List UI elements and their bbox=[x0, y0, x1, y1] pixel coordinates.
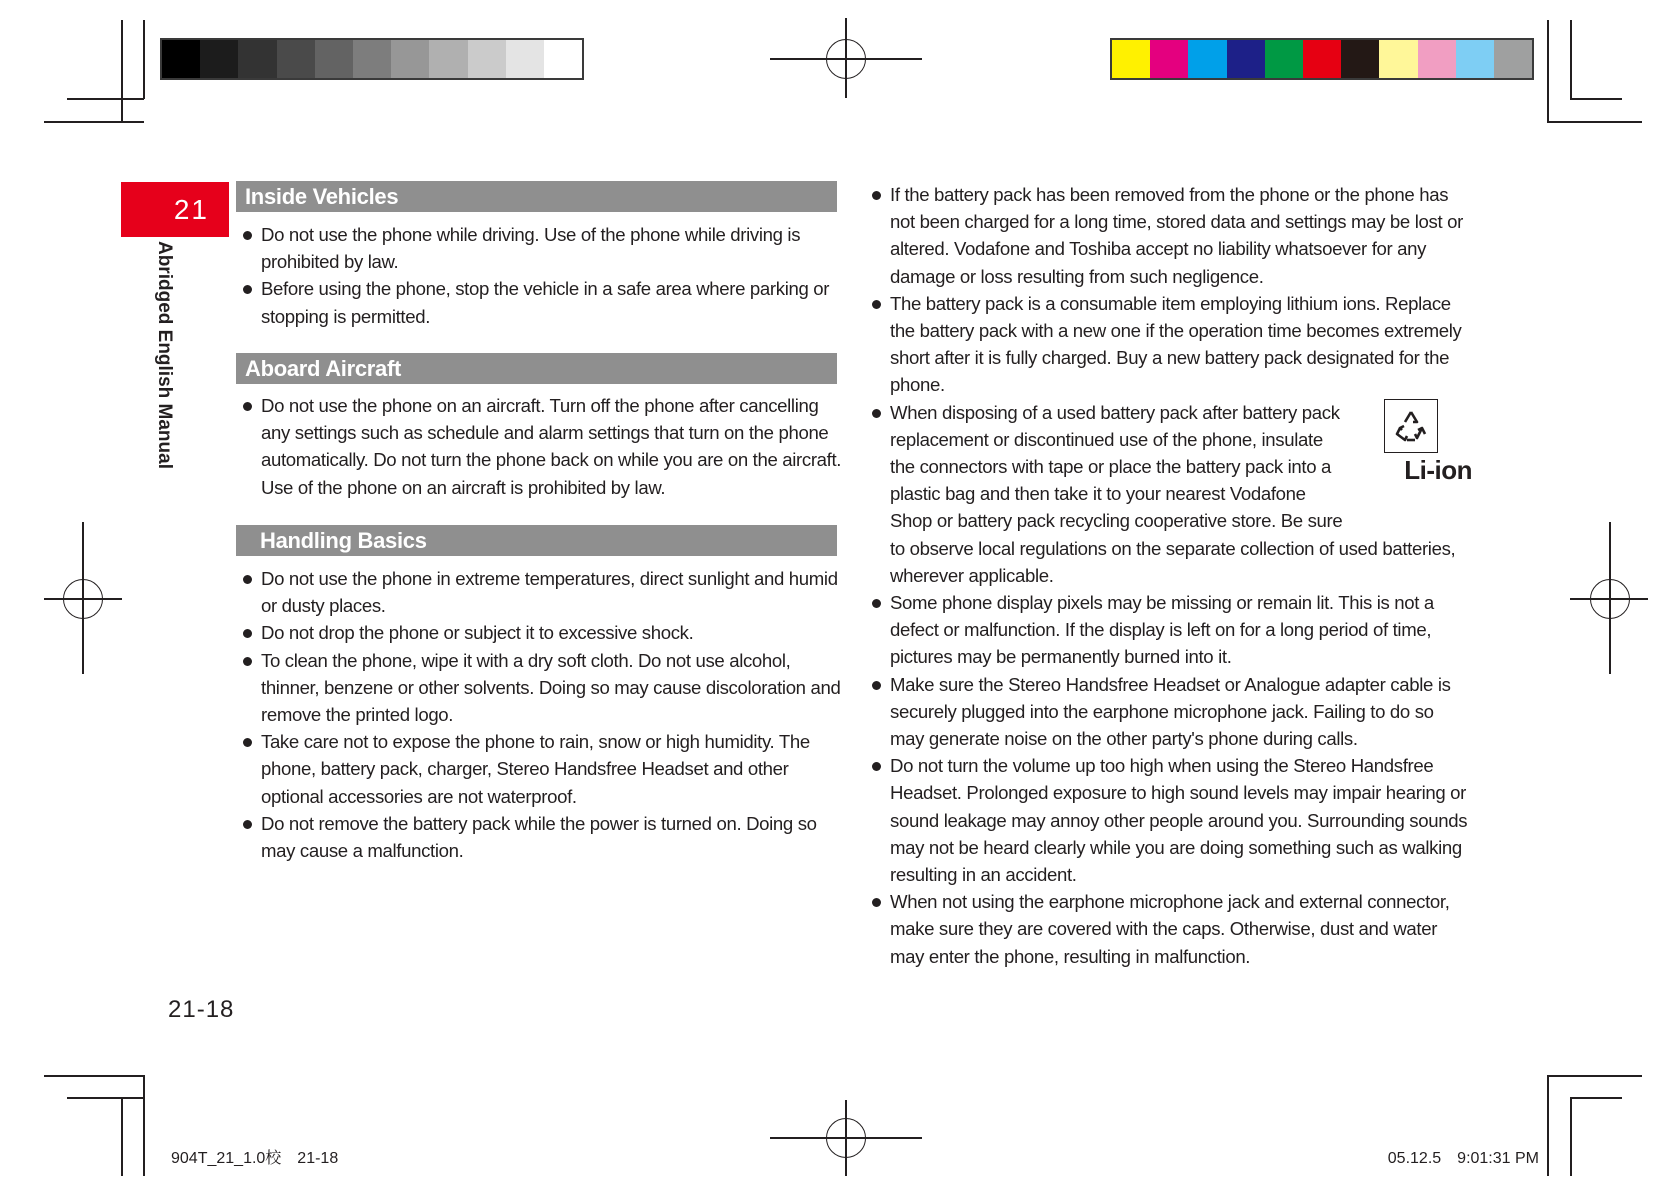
footer-timestamp: 05.12.5 9:01:31 PM bbox=[1387, 1150, 1539, 1167]
list-item: Make sure the Stereo Handsfree Headset or Analogue adapter cable is securely plugged into the earphone microphone jack. Failing to do so may generate noise on the other party's phone during calls. bbox=[872, 671, 1472, 753]
grayscale-calibration-bar bbox=[160, 38, 584, 80]
side-label: Abridged English Manual bbox=[154, 240, 175, 469]
color-swatch bbox=[1265, 40, 1303, 78]
list-item: Before using the phone, stop the vehicle in a safe area where parking or stopping is permitted. bbox=[243, 275, 843, 329]
color-calibration-bar bbox=[1110, 38, 1534, 80]
liion-label: Li-ion bbox=[1404, 454, 1472, 485]
battery-and-usage-list bbox=[872, 181, 1472, 970]
color-swatch bbox=[1303, 40, 1341, 78]
gray-swatch bbox=[544, 40, 582, 78]
color-swatch bbox=[1494, 40, 1532, 78]
section-header-inside-vehicles: Inside Vehicles bbox=[236, 181, 837, 212]
list-item: Do not use the phone while driving. Use of the phone while driving is prohibited by law. bbox=[243, 221, 843, 275]
inside-vehicles-list bbox=[243, 221, 843, 330]
section-header-aboard-aircraft: Aboard Aircraft bbox=[236, 353, 837, 384]
list-item: Some phone display pixels may be missing or remain lit. This is not a defect or malfunction. If the display is left on for a long period of time, pictures may be permanently burned into it. bbox=[872, 589, 1472, 671]
color-swatch bbox=[1456, 40, 1494, 78]
list-item: Do not turn the volume up too high when using the Stereo Handsfree Headset. Prolonged exposure to high sound levels may impair hearing or sound leakage may annoy other people around you. Surrounding sounds may not be heard clearly while you are doing something such as walking resulting in an accident. bbox=[872, 752, 1472, 888]
footer-file-id: 904T_21_1.0校 21-18 bbox=[171, 1150, 339, 1167]
gray-swatch bbox=[315, 40, 353, 78]
gray-swatch bbox=[200, 40, 238, 78]
list-item: Do not use the phone on an aircraft. Turn off the phone after cancelling any settings such as schedule and alarm settings that turn on the phone automatically. Do not turn the phone back on while you are on the aircraft. Use of the phone on an aircraft is prohibited by law. bbox=[243, 392, 843, 501]
color-swatch bbox=[1341, 40, 1379, 78]
color-swatch bbox=[1112, 40, 1150, 78]
handling-basics-list bbox=[243, 565, 843, 864]
chapter-tab bbox=[121, 182, 229, 237]
gray-swatch bbox=[429, 40, 467, 78]
color-swatch bbox=[1418, 40, 1456, 78]
color-swatch bbox=[1188, 40, 1226, 78]
recycle-icon bbox=[1384, 399, 1438, 453]
color-swatch bbox=[1379, 40, 1417, 78]
page-number: 21-18 bbox=[168, 996, 235, 1023]
list-item: Do not remove the battery pack while the power is turned on. Doing so may cause a malfunction. bbox=[243, 810, 843, 864]
gray-swatch bbox=[353, 40, 391, 78]
color-swatch bbox=[1150, 40, 1188, 78]
list-item: When not using the earphone microphone jack and external connector, make sure they are covered with the caps. Otherwise, dust and water may enter the phone, resulting in malfunction. bbox=[872, 888, 1472, 970]
list-item: The battery pack is a consumable item employing lithium ions. Replace the battery pack with a new one if the operation time becomes extremely short after it is fully charged. Buy a new battery pack designated for the phone. bbox=[872, 290, 1472, 399]
list-item-with-badge bbox=[872, 399, 1472, 589]
gray-swatch bbox=[162, 40, 200, 78]
color-swatch bbox=[1227, 40, 1265, 78]
gray-swatch bbox=[468, 40, 506, 78]
section-header-handling-basics: Handling Basics bbox=[236, 525, 837, 556]
list-item-text: When disposing of a used battery pack after battery pack replacement or discontinued use of the phone, insulate the connectors with tape or place the battery pack into a plastic bag and then take it to your nearest Vodafone Shop or battery pack recycling cooperative store. Be sure to observe local regulations on the separate collection of used batteries, wherever applicable. bbox=[890, 401, 1456, 586]
list-item: To clean the phone, wipe it with a dry soft cloth. Do not use alcohol, thinner, benzene or other solvents. Doing so may cause discoloration and remove the printed logo. bbox=[243, 647, 843, 729]
liion-badge bbox=[1360, 399, 1472, 509]
chapter-number: 21 bbox=[173, 193, 209, 225]
gray-swatch bbox=[506, 40, 544, 78]
list-item: Do not drop the phone or subject it to excessive shock. bbox=[243, 619, 843, 646]
gray-swatch bbox=[277, 40, 315, 78]
aboard-aircraft-list bbox=[243, 392, 843, 501]
list-item: Do not use the phone in extreme temperatures, direct sunlight and humid or dusty places. bbox=[243, 565, 843, 619]
gray-swatch bbox=[391, 40, 429, 78]
list-item: Take care not to expose the phone to rain, snow or high humidity. The phone, battery pack, charger, Stereo Handsfree Headset and other optional accessories are not waterproof. bbox=[243, 728, 843, 810]
gray-swatch bbox=[238, 40, 276, 78]
list-item: If the battery pack has been removed from the phone or the phone has not been charged for a long time, stored data and settings may be lost or altered. Vodafone and Toshiba accept no liability whatsoever for any damage or loss resulting from such negligence. bbox=[872, 181, 1472, 290]
